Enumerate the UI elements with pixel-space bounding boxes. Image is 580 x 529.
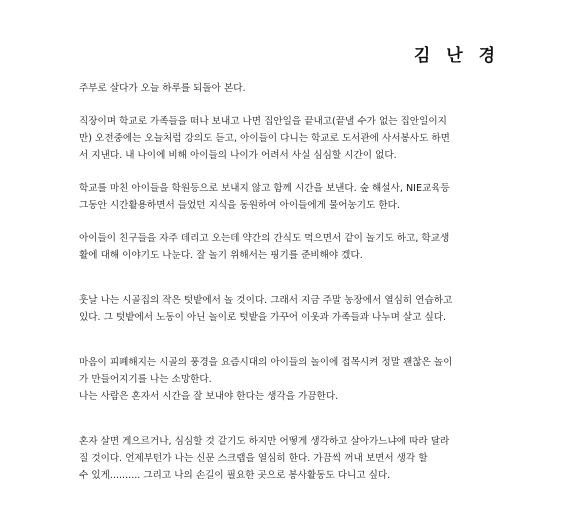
paragraph-5 (79, 292, 503, 326)
text-line: 학교를 마친 아이들을 학원등으로 보내지 않고 함께 시간을 보낸다. 숲 해설사, NIE교육등 (79, 183, 450, 194)
text-line: 혼자 살면 게으르거나, 심심할 것 같기도 하지만 어떻게 생각하고 살아가느냐에 따라 달라 (79, 436, 450, 447)
paragraph-6 (79, 354, 503, 405)
paragraph-3 (79, 180, 503, 214)
text-line: 그동안 시간활용하면서 들었던 지식을 동원하여 아이들에게 물어농기도 한다. (79, 200, 400, 211)
text-line: 훗날 나는 시골집의 작은 텃밭에서 놀 것이다. 그래서 지금 주말 농장에서 열심히 연습하고 (79, 295, 453, 306)
text-line: 수 있게.......... 그리고 나의 손길이 필요한 곳으로 봉사활동도 다니고 싶다. (79, 470, 391, 481)
text-line: 활에 대해 이야기도 나눈다. 잘 놀기 위해서는 핑기를 준비해야 겠다. (79, 250, 363, 261)
text-line: 마음이 피폐해지는 시골의 풍경을 요즘시대의 아이들의 놀이에 접목시켜 정말 괜찮은 놀이 (79, 357, 453, 368)
text-line: 있다. 그 텃밭에서 노동이 아닌 놀이로 텃밭을 가꾸어 이웃과 가족들과 나누며 살고 싶다. (79, 312, 447, 323)
essay-body (79, 80, 503, 484)
author-name: 김 난 경 (413, 46, 500, 66)
text-line: 만) 오전중에는 오늘처럼 강의도 듣고, 아이들이 다니는 학교로 도서관에 사서봉사도 하면 (79, 133, 450, 144)
text-line: 주부로 살다가 오늘 하루를 되돌아 본다. (79, 83, 246, 94)
paragraph-1 (79, 80, 503, 97)
paragraph-2 (79, 113, 503, 164)
text-line: 나는 사람은 혼자서 시간을 잘 보내야 한다는 생각을 가끔한다. (79, 391, 339, 402)
text-line: 질 것이다. 언제부턴가 나는 신문 스크랩을 열심히 한다. 가끔씩 꺼내 보면서 생각 할 (79, 453, 428, 464)
paragraph-7 (79, 433, 503, 484)
text-line: 직장이며 학교로 가족들을 떠나 보내고 나면 집안일을 끝내고(끝낼 수가 없는 집안일이지 (79, 116, 447, 127)
text-line: 아이들이 친구들을 자주 데리고 오는데 약간의 간식도 먹으면서 같이 놀기도 하고, 학교생 (79, 233, 450, 244)
text-line: 가 만들어지기를 나는 소망한다. (79, 374, 212, 385)
paragraph-4 (79, 230, 503, 264)
text-line: 서 지낸다. 내 나이에 비해 아이들의 나이가 어려서 사실 심심할 시간이 없다. (79, 150, 397, 161)
